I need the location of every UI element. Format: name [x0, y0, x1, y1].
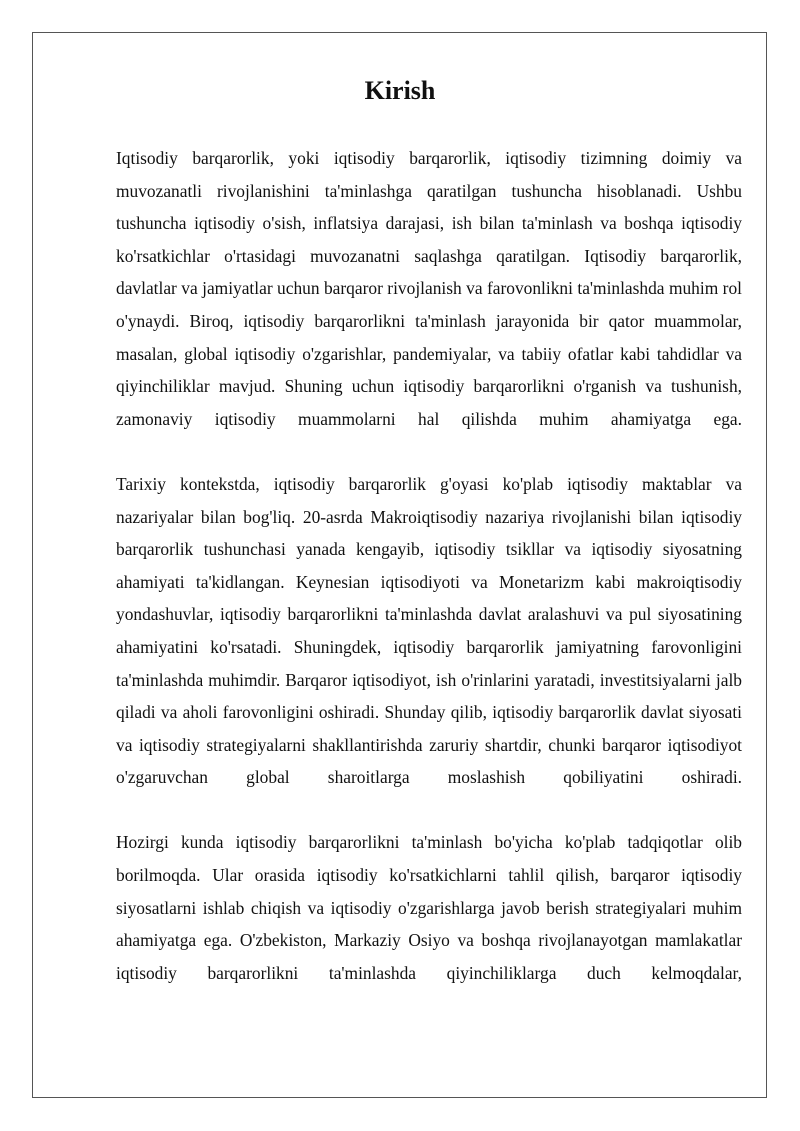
paragraph-3: Hozirgi kunda iqtisodiy barqarorlikni ta'minlash bo'yicha ko'plab tadqiqotlar olib borilmoqda. Ular orasida iqtisodiy ko'rsatkichlarni tahlil qilish, barqaror iqtisodiy siyosatlarni ishlab chiqish va iqtisodiy o'zgarishlarga javob berish strategiyalari muhim ahamiyatga ega. O'zbekiston, Markaziy Osiyo va boshqa rivojlanayotgan mamlakatlar iqtisodiy barqarorlikni ta'minlashda qiyinchiliklarga duch kelmoqdalar,	[116, 832, 742, 983]
paragraph-1: Iqtisodiy barqarorlik, yoki iqtisodiy barqarorlik, iqtisodiy tizimning doimiy va muvozanatli rivojlanishini ta'minlashga qaratilgan tushuncha hisoblanadi. Ushbu tushuncha iqtisodiy o'sish, inflatsiya darajasi, ish bilan ta'minlash va boshqa iqtisodiy ko'rsatkichlar o'rtasidagi muvozanatni saqlashga qaratilgan. Iqtisodiy barqarorlik, davlatlar va jamiyatlar uchun barqaror rivojlanish va farovonlikni ta'minlashda muhim rol o'ynaydi. Biroq, iqtisodiy barqarorlikni ta'minlash jarayonida bir qator muammolar, masalan, global iqtisodiy o'zgarishlar, pandemiyalar, va tabiiy ofatlar kabi tahdidlar va qiyinchiliklar mavjud. Shuning uchun iqtisodiy barqarorlikni o'rganish va tushunish, zamonaviy iqtisodiy muammolarni hal qilishda muhim ahamiyatga ega.	[116, 148, 742, 429]
page-title: Kirish	[364, 76, 436, 105]
document-body	[116, 142, 742, 1022]
paragraph-2: Tarixiy kontekstda, iqtisodiy barqarorlik g'oyasi ko'plab iqtisodiy maktablar va nazariyalar bilan bog'liq. 20-asrda Makroiqtisodiy nazariya rivojlanishi bilan iqtisodiy barqarorlik tushunchasi yanada kengayib, iqtisodiy tsikllar va iqtisodiy siyosatning ahamiyati ta'kidlangan. Keynesian iqtisodiyoti va Monetarizm kabi makroiqtisodiy yondashuvlar, iqtisodiy barqarorlikni ta'minlashda davlat aralashuvi va pul siyosatining ahamiyatini ko'rsatadi. Shuningdek, iqtisodiy barqarorlik jamiyatning farovonligini ta'minlashda muhimdir. Barqaror iqtisodiyot, ish o'rinlarini yaratadi, investitsiyalarni jalb qiladi va aholi farovonligini oshiradi. Shunday qilib, iqtisodiy barqarorlik davlat siyosati va iqtisodiy strategiyalarni shakllantirishda zaruriy shartdir, chunki barqaror iqtisodiyot o'zgaruvchan global sharoitlarga moslashish qobiliyatini oshiradi.	[116, 473, 742, 788]
